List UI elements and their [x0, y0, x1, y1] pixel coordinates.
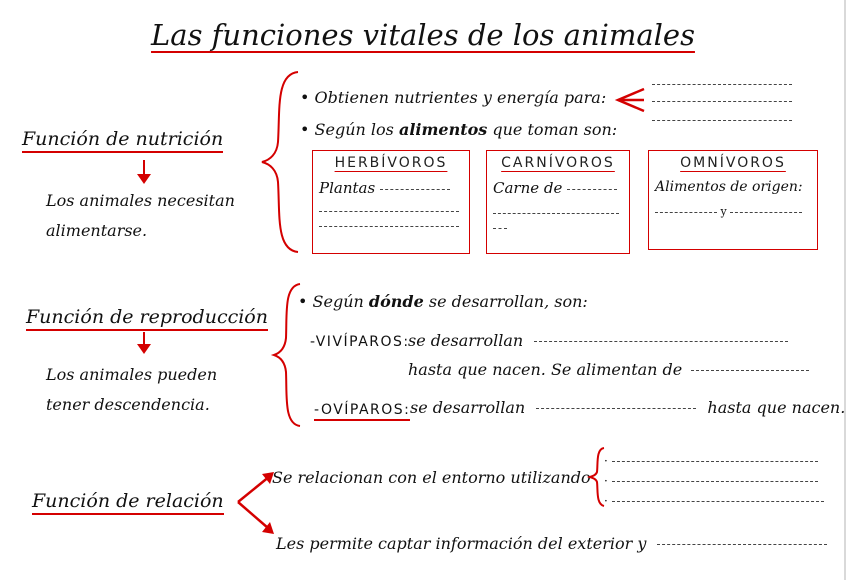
nutricion-desc-line2: alimentarse. — [46, 221, 148, 240]
nutricion-bullet-1-text: Obtienen nutrientes y energía para: — [314, 88, 607, 107]
relacion-blank-3: · — [604, 494, 824, 508]
reproduccion-bullet-bold: dónde — [368, 292, 424, 311]
relacion-blank-1: · — [604, 454, 818, 468]
answer-blank[interactable] — [655, 212, 717, 213]
omnivoros-blanks — [655, 205, 817, 218]
oviparos-text-2: hasta que nacen. — [707, 398, 846, 417]
answer-blank[interactable] — [612, 461, 818, 462]
answer-blank[interactable] — [493, 213, 619, 214]
down-arrow-icon — [134, 330, 154, 356]
nutricion-bullet-2-pre: Según los — [314, 120, 399, 139]
viviparos-text-1-label: se desarrollan — [408, 331, 524, 350]
nutricion-heading: Función de nutrición — [22, 128, 223, 153]
nutricion-bullet-2: • Según los alimentos que toman son: — [300, 120, 618, 139]
nutricion-description — [46, 186, 235, 246]
answer-blank[interactable] — [319, 211, 459, 212]
reproduccion-bullet-pre: Según — [312, 292, 369, 311]
viviparos-label: -VIVÍPAROS: — [310, 334, 410, 350]
carnivoros-box — [486, 150, 630, 254]
reproduccion-description — [46, 360, 217, 420]
nutricion-bullet-1: • Obtienen nutrientes y energía para: — [300, 88, 607, 107]
herbivoros-text: Plantas — [319, 179, 376, 197]
herbivoros-box — [312, 150, 470, 254]
oviparos-text — [410, 398, 845, 417]
relacion-blank-2: · — [604, 474, 818, 488]
carnivoros-text: Carne de — [493, 179, 563, 197]
nutricion-bullet-2-post: que toman son: — [487, 120, 618, 139]
answer-blank[interactable] — [493, 228, 507, 229]
reproduccion-bullet-post: se desarrollan, son: — [423, 292, 588, 311]
answer-blank[interactable] — [652, 101, 792, 102]
reproduccion-desc-line1: Los animales pueden — [46, 365, 218, 384]
oviparos-text-1: se desarrollan — [410, 398, 526, 417]
reproduccion-heading: Función de reproducción — [26, 306, 268, 331]
omnivoros-text: Alimentos de origen: — [655, 179, 803, 195]
nutricion-bullet-2-bold: alimentos — [398, 120, 488, 139]
herbivoros-title: HERBÍVOROS — [334, 155, 448, 171]
curly-brace-icon — [258, 70, 302, 254]
answer-blank[interactable] — [730, 212, 802, 213]
answer-blank[interactable] — [536, 408, 696, 409]
answer-blank[interactable] — [612, 501, 824, 502]
answer-blank[interactable] — [380, 189, 450, 190]
answer-blank[interactable] — [652, 120, 792, 121]
oviparos-label: -OVÍPAROS: — [314, 402, 410, 421]
relacion-line-2-text: Les permite captar información del exterior y — [276, 534, 647, 553]
triple-arrow-icon — [614, 86, 648, 114]
relacion-line-1: Se relacionan con el entorno utilizando — [272, 468, 591, 487]
answer-blank[interactable] — [319, 226, 459, 227]
reproduccion-desc-line2: tener descendencia. — [46, 395, 210, 414]
answer-blank[interactable] — [691, 370, 809, 371]
answer-blank[interactable] — [652, 84, 792, 85]
reproduccion-bullet: • Según dónde se desarrollan, son: — [298, 292, 588, 311]
answer-blank[interactable] — [567, 189, 617, 190]
omnivoros-title: OMNÍVOROS — [680, 155, 786, 171]
carnivoros-text-row — [487, 179, 629, 197]
omnivoros-box — [648, 150, 818, 250]
nutricion-desc-line1: Los animales necesitan — [46, 191, 235, 210]
viviparos-text-2 — [408, 360, 809, 379]
herbivoros-text-row — [313, 179, 469, 197]
omnivoros-joiner: y — [720, 205, 727, 218]
down-arrow-icon — [134, 158, 154, 186]
answer-blank[interactable] — [657, 544, 827, 545]
page-title: Las funciones vitales de los animales — [151, 18, 695, 52]
viviparos-text-2-label: hasta que nacen. Se alimentan de — [408, 360, 683, 379]
relacion-heading: Función de relación — [32, 490, 224, 515]
relacion-line-2 — [276, 534, 827, 553]
carnivoros-title: CARNÍVOROS — [501, 155, 615, 171]
viviparos-text-1 — [408, 331, 788, 350]
answer-blank[interactable] — [612, 481, 818, 482]
answer-blank[interactable] — [534, 341, 788, 342]
